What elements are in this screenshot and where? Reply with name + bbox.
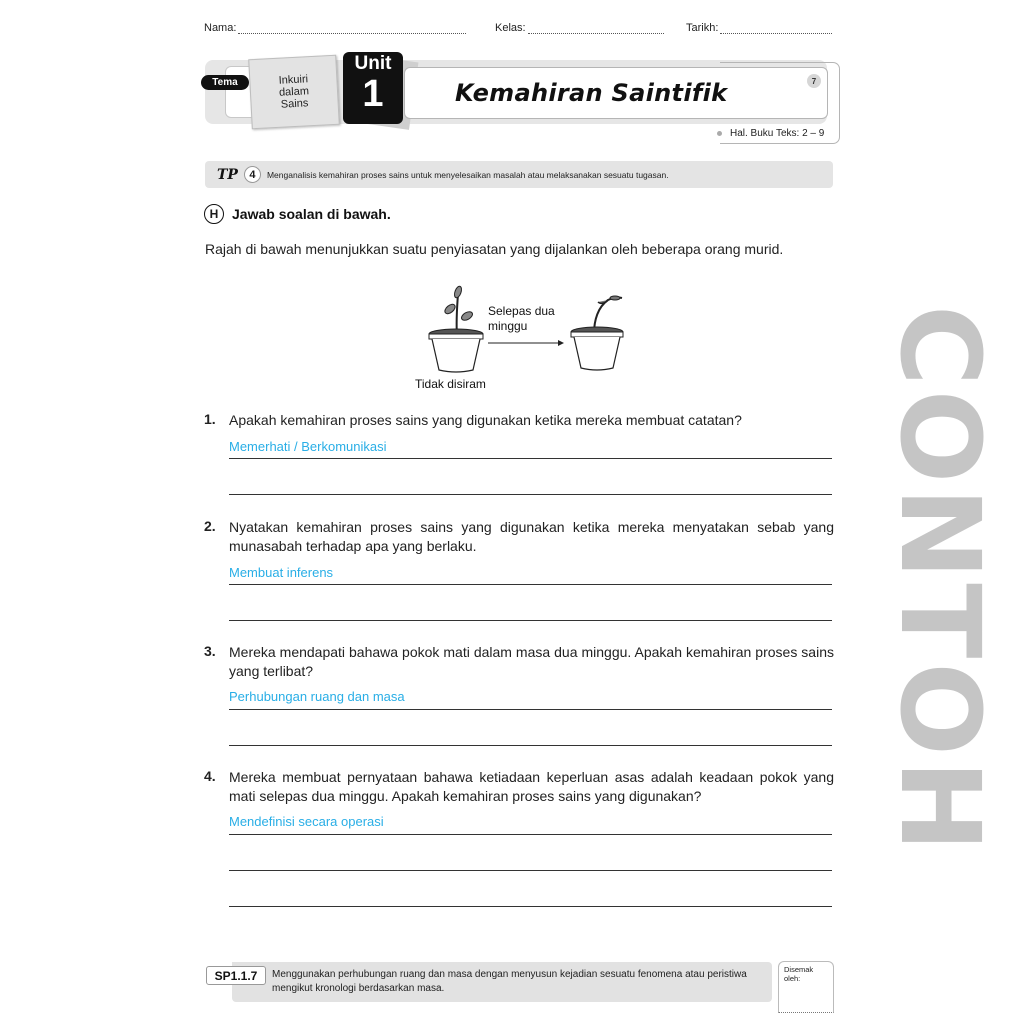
nama-dotted-line[interactable]	[238, 23, 466, 34]
tema-badge: Tema	[201, 75, 249, 90]
title-box	[404, 67, 828, 119]
tp-description: Menganalisis kemahiran proses sains untuk menyelesaikan masalah atau melaksanakan sesuatu tugasan.	[266, 169, 669, 180]
question-text: Apakah kemahiran proses sains yang digunakan ketika mereka membuat catatan?	[229, 412, 742, 428]
question-text: Mereka membuat pernyataan bahawa ketiadaan keperluan asas adalah keadaan pokok yang mati selepas dua minggu. Apakah kemahiran proses sains yang digunakan?	[229, 769, 834, 804]
answer-line[interactable]	[229, 458, 832, 459]
textbook-reference	[717, 128, 826, 139]
answer-text[interactable]: Mendefinisi secara operasi	[229, 814, 384, 829]
tp-logo: TP	[217, 166, 238, 183]
theme-card	[248, 55, 340, 130]
instruction	[204, 204, 391, 224]
answer-text[interactable]: Membuat inferens	[229, 565, 334, 580]
tarikh-label: Tarikh:	[686, 22, 719, 34]
theme-title: Inkuiri dalam Sains	[278, 73, 310, 111]
h-circle-icon: H	[204, 204, 224, 224]
page-title: Kemahiran Saintifik	[455, 79, 728, 107]
unit-label: Unit	[354, 53, 392, 74]
answer-line[interactable]	[229, 709, 832, 710]
answer-text[interactable]: Memerhati / Berkomunikasi	[229, 439, 387, 454]
nama-label: Nama:	[204, 22, 237, 34]
answer-line[interactable]	[229, 834, 832, 835]
answer-line[interactable]	[229, 745, 832, 746]
bullet-dot-icon	[717, 131, 722, 136]
tp-level-badge: 4	[244, 166, 261, 183]
arrow-right-icon	[488, 340, 564, 346]
student-info-fields	[204, 22, 836, 38]
pot-left-icon	[429, 329, 483, 372]
intro-paragraph: Rajah di bawah menunjukkan suatu penyiasatan yang dijalankan oleh beberapa orang murid.	[205, 241, 784, 257]
page-number-badge: 7	[807, 74, 821, 88]
answer-line[interactable]	[229, 494, 832, 495]
experiment-figure	[408, 282, 648, 394]
question-number: 3.	[204, 643, 216, 659]
arrow-label: Selepas dua minggu	[488, 304, 555, 333]
question-number: 1.	[204, 411, 216, 427]
answer-line[interactable]	[229, 584, 832, 585]
sp-code-badge: SP1.1.7	[206, 966, 266, 985]
unit-box	[343, 52, 403, 124]
kelas-label: Kelas:	[495, 22, 526, 34]
answer-line[interactable]	[229, 620, 832, 621]
answer-line[interactable]	[229, 870, 832, 871]
checked-by-box[interactable]	[778, 961, 834, 1013]
pot-right-icon	[571, 327, 623, 370]
textbook-reference-text: Hal. Buku Teks: 2 – 9	[730, 128, 825, 139]
question-number: 4.	[204, 768, 216, 784]
tp-bar	[205, 161, 833, 188]
answer-line[interactable]	[229, 906, 832, 907]
tarikh-field[interactable]	[686, 22, 832, 34]
healthy-plant-icon	[443, 285, 474, 336]
kelas-dotted-line[interactable]	[528, 23, 664, 34]
question-text: Nyatakan kemahiran proses sains yang digunakan ketika mereka menyatakan sebab yang munasabah terhadap apa yang berlaku.	[229, 519, 834, 554]
nama-field[interactable]	[204, 22, 466, 34]
tarikh-dotted-line[interactable]	[720, 23, 832, 34]
answer-text[interactable]: Perhubungan ruang dan masa	[229, 689, 405, 704]
sp-description: Menggunakan perhubungan ruang dan masa dengan menyusun kejadian sesuatu fenomena atau peristiwa mengikut kronologi berdasarkan masa.	[272, 969, 747, 994]
unit-number: 1	[362, 73, 384, 115]
watermark-text: CONTOH	[876, 304, 1004, 856]
instruction-text: Jawab soalan di bawah.	[232, 206, 391, 222]
question-number: 2.	[204, 518, 216, 534]
kelas-field[interactable]	[495, 22, 664, 34]
question-text: Mereka mendapati bahawa pokok mati dalam masa dua minggu. Apakah kemahiran proses sains yang terlibat?	[229, 644, 834, 679]
condition-label: Tidak disiram	[415, 377, 486, 391]
checked-by-label: Disemak oleh:	[784, 965, 814, 983]
